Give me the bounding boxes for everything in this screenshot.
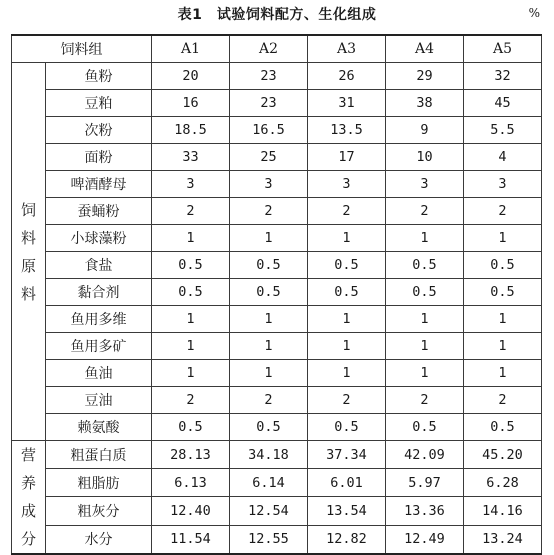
value-cell: 1 [308, 360, 386, 387]
row-label: 蚕蛹粉 [46, 198, 152, 225]
value-cell: 0.5 [386, 279, 464, 306]
table-caption [0, 4, 554, 26]
value-cell: 0.5 [230, 279, 308, 306]
value-cell: 1 [152, 225, 230, 252]
value-cell: 34.18 [230, 441, 308, 469]
value-cell: 1 [464, 360, 542, 387]
value-cell: 13.24 [464, 525, 542, 554]
table-row [12, 225, 542, 252]
value-cell: 0.5 [464, 414, 542, 441]
unit-label: % [528, 6, 540, 20]
table-row [12, 387, 542, 414]
row-label: 鱼油 [46, 360, 152, 387]
value-cell: 31 [308, 90, 386, 117]
value-cell: 3 [152, 171, 230, 198]
value-cell: 2 [230, 387, 308, 414]
table-row [12, 525, 542, 554]
row-label: 啤酒酵母 [46, 171, 152, 198]
value-cell: 2 [152, 387, 230, 414]
value-cell: 1 [464, 333, 542, 360]
value-cell: 12.82 [308, 525, 386, 554]
value-cell: 13.54 [308, 497, 386, 525]
value-cell: 23 [230, 90, 308, 117]
group-header-cell: 饲料组 [12, 35, 152, 63]
value-cell: 23 [230, 63, 308, 90]
value-cell: 2 [152, 198, 230, 225]
row-label: 赖氨酸 [46, 414, 152, 441]
row-label: 次粉 [46, 117, 152, 144]
row-label: 鱼用多维 [46, 306, 152, 333]
row-label: 黏合剂 [46, 279, 152, 306]
row-label: 食盐 [46, 252, 152, 279]
value-cell: 0.5 [386, 414, 464, 441]
value-cell: 29 [386, 63, 464, 90]
value-cell: 12.49 [386, 525, 464, 554]
row-label: 水分 [46, 525, 152, 554]
value-cell: 13.36 [386, 497, 464, 525]
value-cell: 2 [308, 387, 386, 414]
value-cell: 28.13 [152, 441, 230, 469]
row-label: 面粉 [46, 144, 152, 171]
value-cell: 9 [386, 117, 464, 144]
value-cell: 1 [230, 360, 308, 387]
value-cell: 11.54 [152, 525, 230, 554]
value-cell: 0.5 [464, 252, 542, 279]
table-row [12, 198, 542, 225]
table-row [12, 497, 542, 525]
value-cell: 0.5 [386, 252, 464, 279]
row-label: 粗灰分 [46, 497, 152, 525]
value-cell: 2 [464, 198, 542, 225]
table-row [12, 469, 542, 497]
value-cell: 1 [152, 306, 230, 333]
value-cell: 2 [230, 198, 308, 225]
value-cell: 6.13 [152, 469, 230, 497]
value-cell: 1 [386, 360, 464, 387]
value-cell: 1 [230, 225, 308, 252]
value-cell: 10 [386, 144, 464, 171]
value-cell: 17 [308, 144, 386, 171]
value-cell: 6.28 [464, 469, 542, 497]
value-cell: 37.34 [308, 441, 386, 469]
table-row [12, 252, 542, 279]
value-cell: 45 [464, 90, 542, 117]
row-label: 粗蛋白质 [46, 441, 152, 469]
value-cell: 12.54 [230, 497, 308, 525]
value-cell: 0.5 [308, 252, 386, 279]
value-cell: 1 [464, 225, 542, 252]
value-cell: 12.40 [152, 497, 230, 525]
value-cell: 16 [152, 90, 230, 117]
table-row [12, 441, 542, 469]
value-cell: 2 [464, 387, 542, 414]
column-header: A1 [152, 35, 230, 63]
value-cell: 38 [386, 90, 464, 117]
value-cell: 0.5 [152, 414, 230, 441]
table-row [12, 171, 542, 198]
value-cell: 6.01 [308, 469, 386, 497]
value-cell: 0.5 [308, 279, 386, 306]
value-cell: 0.5 [230, 414, 308, 441]
value-cell: 0.5 [308, 414, 386, 441]
value-cell: 20 [152, 63, 230, 90]
table-row [12, 144, 542, 171]
value-cell: 3 [230, 171, 308, 198]
value-cell: 12.55 [230, 525, 308, 554]
value-cell: 2 [386, 387, 464, 414]
value-cell: 13.5 [308, 117, 386, 144]
value-cell: 0.5 [152, 252, 230, 279]
value-cell: 0.5 [464, 279, 542, 306]
value-cell: 18.5 [152, 117, 230, 144]
value-cell: 26 [308, 63, 386, 90]
table-row [12, 414, 542, 441]
value-cell: 0.5 [152, 279, 230, 306]
value-cell: 16.5 [230, 117, 308, 144]
column-header: A5 [464, 35, 542, 63]
value-cell: 2 [386, 198, 464, 225]
header-row [12, 35, 542, 63]
feed-formula-table [11, 34, 542, 555]
value-cell: 3 [386, 171, 464, 198]
value-cell: 1 [308, 333, 386, 360]
value-cell: 1 [308, 225, 386, 252]
value-cell: 45.20 [464, 441, 542, 469]
value-cell: 32 [464, 63, 542, 90]
value-cell: 6.14 [230, 469, 308, 497]
value-cell: 1 [152, 360, 230, 387]
value-cell: 5.5 [464, 117, 542, 144]
table-row [12, 90, 542, 117]
column-header: A2 [230, 35, 308, 63]
value-cell: 1 [386, 333, 464, 360]
value-cell: 3 [464, 171, 542, 198]
value-cell: 1 [464, 306, 542, 333]
value-cell: 5.97 [386, 469, 464, 497]
value-cell: 4 [464, 144, 542, 171]
value-cell: 33 [152, 144, 230, 171]
value-cell: 14.16 [464, 497, 542, 525]
row-label: 鱼粉 [46, 63, 152, 90]
row-label: 粗脂肪 [46, 469, 152, 497]
column-header: A4 [386, 35, 464, 63]
table-body [12, 35, 542, 554]
value-cell: 1 [230, 306, 308, 333]
row-label: 豆油 [46, 387, 152, 414]
table-row [12, 306, 542, 333]
value-cell: 1 [308, 306, 386, 333]
value-cell: 1 [230, 333, 308, 360]
value-cell: 2 [308, 198, 386, 225]
row-label: 鱼用多矿 [46, 333, 152, 360]
value-cell: 1 [386, 306, 464, 333]
value-cell: 1 [386, 225, 464, 252]
value-cell: 25 [230, 144, 308, 171]
table-row [12, 117, 542, 144]
value-cell: 3 [308, 171, 386, 198]
row-label: 豆粕 [46, 90, 152, 117]
table-row [12, 360, 542, 387]
row-label: 小球藻粉 [46, 225, 152, 252]
value-cell: 0.5 [230, 252, 308, 279]
section-label: 饲 料 原 料 [12, 63, 46, 441]
table-title: 表1 试验饲料配方、生化组成 [177, 7, 377, 23]
table-row [12, 63, 542, 90]
table-row [12, 279, 542, 306]
section-label: 营 养 成 分 [12, 441, 46, 555]
column-header: A3 [308, 35, 386, 63]
value-cell: 42.09 [386, 441, 464, 469]
table-row [12, 333, 542, 360]
value-cell: 1 [152, 333, 230, 360]
